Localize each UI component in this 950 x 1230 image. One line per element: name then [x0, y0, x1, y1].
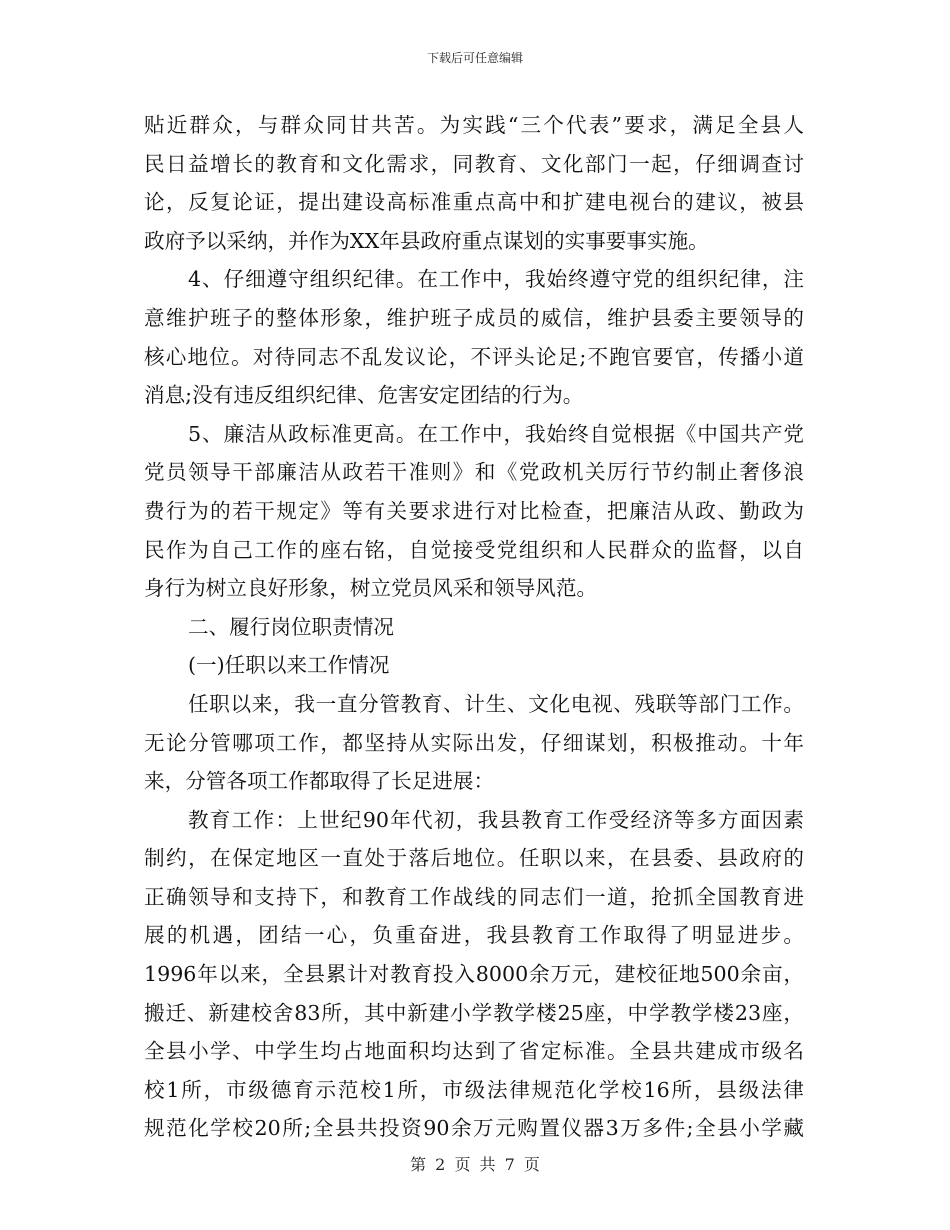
text-line: 1996年以来，全县累计对教育投入8000余万元，建校征地500余亩，: [144, 962, 804, 987]
section-heading: 二、履行岗位职责情况: [188, 614, 394, 639]
text-line: 校1所，市级德育示范校1所，市级法律规范化学校16所，县级法律: [144, 1077, 804, 1102]
text-line: 全县小学、中学生均占地面积均达到了省定标准。全县共建成市级名: [144, 1039, 804, 1064]
text-line: 民日益增长的教育和文化需求，同教育、文化部门一起，仔细调查讨: [144, 151, 804, 176]
text-line: 民作为自己工作的座右铭，自觉接受党组织和人民群众的监督，以自: [144, 537, 804, 562]
text-line: 来，分管各项工作都取得了长足进展：: [144, 769, 495, 794]
text-line: 制约，在保定地区一直处于落后地位。任职以来，在县委、县政府的: [144, 846, 804, 871]
text-line: 党员领导干部廉洁从政若干准则》和《党政机关厉行节约制止奢侈浪: [144, 460, 804, 485]
document-body: [144, 106, 804, 1148]
text-line: 规范化学校20所;全县共投资90余万元购置仪器3万多件;全县小学藏: [144, 1116, 804, 1141]
page-number: 第 2 页 共 7 页: [410, 1155, 540, 1174]
text-line: 任职以来，我一直分管教育、计生、文化电视、残联等部门工作。: [188, 691, 804, 716]
text-line: 展的机遇，团结一心，负重奋进，我县教育工作取得了明显进步。: [144, 923, 804, 948]
text-line: 贴近群众，与群众同甘共苦。为实践“三个代表”要求，满足全县人: [144, 113, 804, 137]
text-line: 消息;没有违反组织纪律、危害安定团结的行为。: [144, 383, 584, 408]
text-line: 教育工作：上世纪90年代初，我县教育工作受经济等多方面因素: [188, 807, 804, 832]
text-line: 正确领导和支持下，和教育工作战线的同志们一道，抢抓全国教育进: [144, 884, 804, 909]
text-line: 核心地位。对待同志不乱发议论，不评头论足;不跑官要官，传播小道: [144, 344, 804, 369]
subsection-heading: (一)任职以来工作情况: [188, 653, 390, 678]
text-line: 无论分管哪项工作，都坚持从实际出发，仔细谋划，积极推动。十年: [144, 730, 804, 755]
text-line: 5、廉洁从政标准更高。在工作中，我始终自觉根据《中国共产党: [188, 421, 804, 446]
text-line: 搬迁、新建校舍83所，其中新建小学教学楼25座，中学教学楼23座，: [144, 1000, 804, 1025]
text-line: 政府予以采纳，并作为XX年县政府重点谋划的实事要事实施。: [144, 228, 709, 253]
page-header: 下载后可任意编辑: [426, 51, 523, 65]
text-line: 论，反复论证，提出建设高标准重点高中和扩建电视台的建议，被县: [144, 190, 804, 215]
text-line: 费行为的若干规定》等有关要求进行对比检查，把廉洁从政、勤政为: [144, 498, 804, 523]
text-line: 4、仔细遵守组织纪律。在工作中，我始终遵守党的组织纪律，注: [188, 267, 804, 292]
text-line: 身行为树立良好形象，树立党员风采和领导风范。: [144, 576, 598, 601]
text-line: 意维护班子的整体形象，维护班子成员的威信，维护县委主要领导的: [144, 305, 804, 330]
